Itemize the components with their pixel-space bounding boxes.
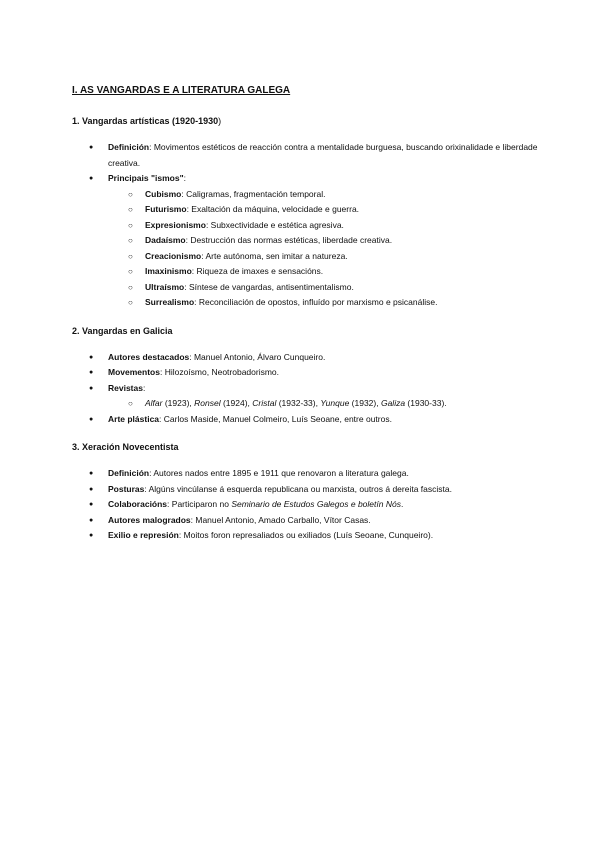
item-after: .	[400, 499, 404, 509]
ism-label: Ultraísmo	[145, 281, 185, 292]
item-label: Movementos	[108, 367, 160, 377]
list-item	[72, 365, 542, 381]
ism-label: Creacionismo	[145, 250, 202, 261]
section-heading-1-rest: )	[218, 116, 222, 126]
ism-label: Cubismo	[145, 188, 182, 199]
bullet-icon: ●	[89, 501, 94, 508]
bullet-icon: ●	[89, 384, 94, 392]
ism-text: : Subxectividade e estética agresiva.	[205, 219, 344, 230]
item-label: Principais "ismos"	[108, 173, 184, 183]
document-title: I. AS VANGARDAS E A LITERATURA GALEGA	[72, 85, 291, 96]
bullet-icon: ●	[89, 485, 94, 493]
item-text: : Moitos foron represaliados ou exiliados (Luís Seoane, Cunqueiro).	[178, 530, 434, 540]
list-item	[72, 497, 542, 513]
item-text: : Hilozoísmo, Neotrobadorismo.	[159, 367, 280, 377]
sub-list-item	[72, 280, 542, 296]
item-label: Colaboracións	[108, 499, 168, 509]
sub-list-item	[72, 187, 542, 203]
item-label: Autores destacados	[108, 351, 190, 362]
ism-text: : Destrucción das normas estéticas, liberdade creativa.	[185, 235, 393, 245]
section-2-list	[72, 350, 542, 428]
bullet-icon: ●	[89, 532, 94, 539]
magazine-name: Yunque	[320, 398, 350, 408]
list-item	[72, 350, 542, 366]
ism-label: Dadaísmo	[145, 235, 186, 245]
magazine-years: (1923),	[162, 398, 195, 408]
list-item	[72, 171, 542, 311]
ism-text: : Reconciliación de opostos, influído por marxismo e psicanálise.	[194, 297, 438, 307]
item-text: : Movimentos estéticos de reacción contra a mentalidade burguesa, buscando orixinalidade e liberdade creativa.	[108, 142, 538, 168]
bullet-icon: ●	[89, 470, 94, 477]
hollow-bullet-icon: ○	[128, 189, 133, 199]
hollow-bullet-icon: ○	[128, 399, 133, 408]
section-heading-1-bold: 1. Vangardas artísticas (1920-1930	[72, 116, 219, 126]
bullet-icon: ●	[89, 369, 94, 376]
magazine-years: (1932-33),	[276, 398, 321, 408]
bullet-icon: ●	[89, 144, 94, 151]
ism-text: : Exaltación da máquina, velocidade e guerra.	[186, 204, 360, 214]
item-text: : Manuel Antonio, Amado Carballo, Vítor Casas.	[190, 514, 371, 525]
item-text: : Algúns vincúlanse á esquerda republicana ou marxista, outros á dereita fascista.	[144, 483, 452, 494]
ism-text: : Riqueza de imaxes e sensacións.	[191, 266, 324, 276]
item-text: : Participaron no	[167, 499, 232, 509]
magazines-list	[108, 396, 542, 412]
item-label: Autores malogrados	[108, 514, 191, 525]
list-item	[72, 140, 542, 171]
item-label: Arte plástica	[108, 413, 160, 424]
hollow-bullet-icon: ○	[128, 205, 133, 214]
sub-list-item	[72, 264, 542, 280]
section-1-list	[72, 140, 542, 311]
list-item	[72, 513, 542, 529]
ism-text: : Síntese de vangardas, antisentimentalismo.	[184, 281, 354, 292]
sub-list-item	[72, 202, 542, 218]
magazine-years: (1924),	[220, 398, 253, 408]
bullet-icon: ●	[89, 516, 94, 524]
ism-label: Surrealismo	[145, 297, 195, 307]
hollow-bullet-icon: ○	[128, 267, 133, 276]
sub-list-item	[72, 233, 542, 249]
item-text: : Autores nados entre 1895 e 1911 que renovaron a literatura galega.	[149, 468, 409, 478]
item-label: Definición	[108, 468, 150, 478]
bullet-icon: ●	[89, 175, 94, 182]
hollow-bullet-icon: ○	[128, 298, 133, 307]
sub-list-item	[72, 218, 542, 234]
section-heading-3: 3. Xeración Novecentista	[72, 442, 179, 452]
magazine-name: Galiza	[380, 398, 406, 408]
item-text: : Manuel Antonio, Álvaro Cunqueiro.	[189, 351, 326, 362]
magazine-years: (1932),	[349, 398, 381, 408]
bullet-icon: ●	[89, 353, 94, 361]
hollow-bullet-icon: ○	[128, 236, 133, 245]
item-text: : Carlos Maside, Manuel Colmeiro, Luís Seoane, entre outros.	[159, 413, 392, 424]
sub-list-item	[72, 396, 542, 412]
section-3-list	[72, 466, 542, 544]
list-item	[72, 482, 542, 498]
item-label: Exilio e represión	[108, 530, 179, 540]
document-content	[72, 84, 542, 558]
item-label: Revistas	[108, 382, 143, 393]
item-italic: Seminario de Estudos Galegos e boletín Nós	[231, 499, 401, 509]
ism-label: Futurismo	[145, 204, 187, 214]
item-text: :	[142, 382, 146, 393]
magazine-name: Cristal	[252, 398, 277, 408]
magazine-years: (1930-33).	[405, 398, 447, 408]
sub-list-item	[72, 249, 542, 265]
list-item	[72, 381, 542, 412]
list-item	[72, 412, 542, 428]
bullet-icon: ●	[89, 415, 94, 423]
hollow-bullet-icon: ○	[128, 282, 133, 292]
isms-list	[108, 187, 542, 311]
item-label: Definición	[108, 142, 150, 152]
section-heading-2: 2. Vangardas en Galicia	[72, 325, 173, 336]
ism-label: Expresionismo	[145, 219, 206, 230]
item-label: Posturas	[108, 483, 145, 494]
section-heading-1	[72, 115, 542, 128]
hollow-bullet-icon: ○	[128, 251, 133, 261]
magazine-name: Ronsel	[194, 398, 221, 408]
hollow-bullet-icon: ○	[128, 220, 133, 230]
ism-text: : Arte autónoma, sen imitar a natureza.	[201, 250, 348, 261]
item-text: :	[183, 173, 186, 183]
ism-text: : Caligramas, fragmentación temporal.	[181, 188, 326, 199]
sub-list-item	[72, 295, 542, 311]
list-item	[72, 466, 542, 482]
magazine-name: Alfar	[145, 398, 163, 408]
list-item	[72, 528, 542, 544]
ism-label: Imaxinismo	[145, 266, 192, 276]
